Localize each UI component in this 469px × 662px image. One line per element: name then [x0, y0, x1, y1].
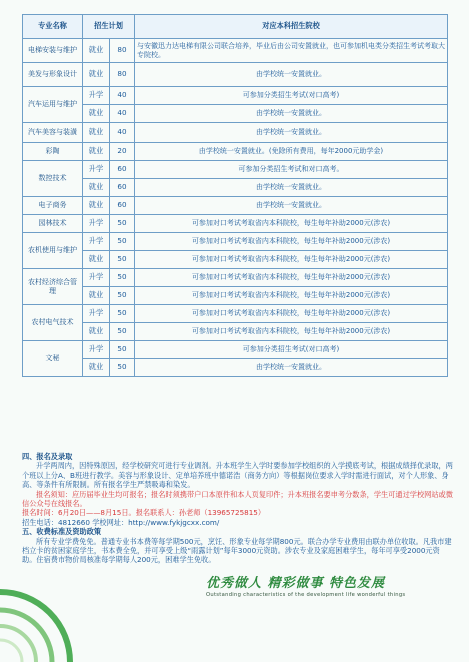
- table-row: [23, 179, 448, 197]
- type-cell: 就业: [83, 179, 110, 197]
- school-cell: 可参加对口考试考取省内本科院校，每生每年补助2000元(涉农): [135, 305, 448, 323]
- registration-body: 升学两周内，因特殊原因，经学校研究可进行专业调剂。升本班学生入学时要参加学校组织的入学摸底考试，根据成绩择优录取，两个班以上分A、B班进行教学。美容与形象设计、定单培养班中德诺浩（商务方向）等根据岗位要求入学时需进行面试，对个人形象、身高、等条件有所限制。所有报名学生严禁吸毒和染发。: [22, 461, 453, 490]
- school-cell: 可参加对口考试考取省内本科院校，每生每年补助2000元(涉农): [135, 233, 448, 251]
- major-cell: 美发与形象设计: [23, 63, 83, 87]
- plan-cell: 50: [110, 269, 135, 287]
- section-title-registration: 四、报名及录取: [22, 452, 73, 461]
- footer-slogan: 优秀做人 精彩做事 特色发展: [206, 576, 386, 591]
- major-cell: 园林技术: [23, 215, 83, 233]
- table-row: [23, 63, 448, 87]
- type-cell: 升学: [83, 269, 110, 287]
- table-row: [23, 143, 448, 161]
- major-cell: 汽车美容与装潢: [23, 123, 83, 143]
- major-cell: 电子商务: [23, 197, 83, 215]
- table-row: [23, 359, 448, 377]
- major-cell: 农机使用与维护: [23, 233, 83, 269]
- plan-cell: 50: [110, 251, 135, 269]
- major-cell: 汽车运用与维护: [23, 87, 83, 123]
- plan-cell: 80: [110, 39, 135, 63]
- plan-cell: 50: [110, 323, 135, 341]
- type-cell: 升学: [83, 305, 110, 323]
- plan-cell: 80: [110, 63, 135, 87]
- school-cell: 由学校统一安置就业。: [135, 179, 448, 197]
- type-cell: 就业: [83, 63, 110, 87]
- table-row: [23, 123, 448, 143]
- type-cell: 升学: [83, 87, 110, 105]
- plan-cell: 40: [110, 87, 135, 105]
- school-cell: 可参加对口考试考取省内本科院校，每生每年补助2000元(涉农): [135, 323, 448, 341]
- plan-cell: 50: [110, 215, 135, 233]
- table-row: [23, 105, 448, 123]
- table-row: [23, 39, 448, 63]
- major-cell: 彩陶: [23, 143, 83, 161]
- table-row: [23, 197, 448, 215]
- school-cell: 可参加对口考试考取省内本科院校，每生每年补助2000元(涉农): [135, 251, 448, 269]
- plan-cell: 40: [110, 123, 135, 143]
- school-cell: 由学校统一安置就业。: [135, 105, 448, 123]
- school-cell: 可参加分类招生考试(对口高考): [135, 87, 448, 105]
- plan-cell: 60: [110, 179, 135, 197]
- table-row: [23, 215, 448, 233]
- type-cell: 升学: [83, 233, 110, 251]
- plan-cell: 50: [110, 305, 135, 323]
- registration-time: 报名时间：6月20日——8月15日。报名联系人：孙老师（13965725815）: [22, 508, 266, 518]
- header-plan: 招生计划: [83, 15, 135, 39]
- section-title-fees: 五、收费标准及资助政策: [22, 527, 102, 537]
- school-cell: 与安徽迅力达电梯有限公司联合培养，毕业后由公司安置就业，也可参加机电类分类招生考试考取大专院校。: [135, 39, 448, 63]
- table-row: [23, 161, 448, 179]
- type-cell: 就业: [83, 323, 110, 341]
- major-cell: 文秘: [23, 341, 83, 377]
- major-cell: 电梯安装与维护: [23, 39, 83, 63]
- notes-section: [22, 452, 454, 565]
- school-cell: 由学校统一安置就业。: [135, 197, 448, 215]
- plan-cell: 50: [110, 359, 135, 377]
- type-cell: 升学: [83, 161, 110, 179]
- school-cell: 由学校统一安置就业。(免除所有费用，每年2000元助学金): [135, 143, 448, 161]
- table-row: [23, 269, 448, 287]
- plan-cell: 20: [110, 143, 135, 161]
- major-cell: 数控技术: [23, 161, 83, 197]
- table-row: [23, 251, 448, 269]
- type-cell: 就业: [83, 105, 110, 123]
- table-row: [23, 287, 448, 305]
- type-cell: 就业: [83, 287, 110, 305]
- school-cell: 可参加分类招生考试和对口高考。: [135, 161, 448, 179]
- school-cell: 由学校统一安置就业。: [135, 123, 448, 143]
- plan-cell: 50: [110, 287, 135, 305]
- plan-cell: 40: [110, 105, 135, 123]
- type-cell: 升学: [83, 215, 110, 233]
- school-cell: 可参加分类招生考试(对口高考): [135, 341, 448, 359]
- plan-cell: 50: [110, 341, 135, 359]
- school-cell: 可参加对口考试考取省内本科院校，每生每年补助2000元(涉农): [135, 215, 448, 233]
- registration-notice: 报名须知：应历届毕业生均可报名；报名时须携带户口本原件和本人页复印件；升本班报名要申考分数条，学生可通过学校网站或微信公众号在线报名。: [22, 489, 453, 509]
- table-header-row: [23, 15, 448, 39]
- school-cell: 可参加对口考试考取省内本科院校，每生每年补助2000元(涉农): [135, 287, 448, 305]
- type-cell: 就业: [83, 251, 110, 269]
- header-school: 对应本科招生院校: [135, 15, 448, 39]
- type-cell: 就业: [83, 39, 110, 63]
- plan-cell: 50: [110, 233, 135, 251]
- type-cell: 就业: [83, 197, 110, 215]
- type-cell: 就业: [83, 359, 110, 377]
- table-row: [23, 305, 448, 323]
- registration-phone-website: 招生电话：4812660 学校网址：http://www.fykjgcxx.com/: [22, 517, 220, 527]
- table-row: [23, 233, 448, 251]
- major-cell: 农村经济综合管理: [23, 269, 83, 305]
- school-cell: 由学校统一安置就业。: [135, 63, 448, 87]
- table-row: [23, 341, 448, 359]
- fees-body: 所有专业学费免免。普通专业书本费等每学期500元，烹饪、形象专业每学期800元。联合办学专业费用由联办单位收取。凡我市建档立卡的贫困家庭学生，书本费全免，并可享受上级“雨露计划”每年3000元资助。涉农专业及家庭困难学生，每年可享受2000元资助。住宿费市物价局核准每学期每人200元，困难学生免收。: [22, 536, 452, 565]
- school-cell: 可参加对口考试考取省内本科院校，每生每年补助2000元(涉农): [135, 269, 448, 287]
- table-row: [23, 87, 448, 105]
- footer-slogan-english: Outstanding characteristics of the development life wonderful things: [206, 592, 406, 598]
- enrollment-plan-table: [22, 14, 448, 377]
- type-cell: 就业: [83, 143, 110, 161]
- type-cell: 升学: [83, 341, 110, 359]
- plan-cell: 60: [110, 161, 135, 179]
- school-cell: 由学校统一安置就业。: [135, 359, 448, 377]
- major-cell: 农村电气技术: [23, 305, 83, 341]
- type-cell: 就业: [83, 123, 110, 143]
- header-major: 专业名称: [23, 15, 83, 39]
- table-row: [23, 323, 448, 341]
- plan-cell: 60: [110, 197, 135, 215]
